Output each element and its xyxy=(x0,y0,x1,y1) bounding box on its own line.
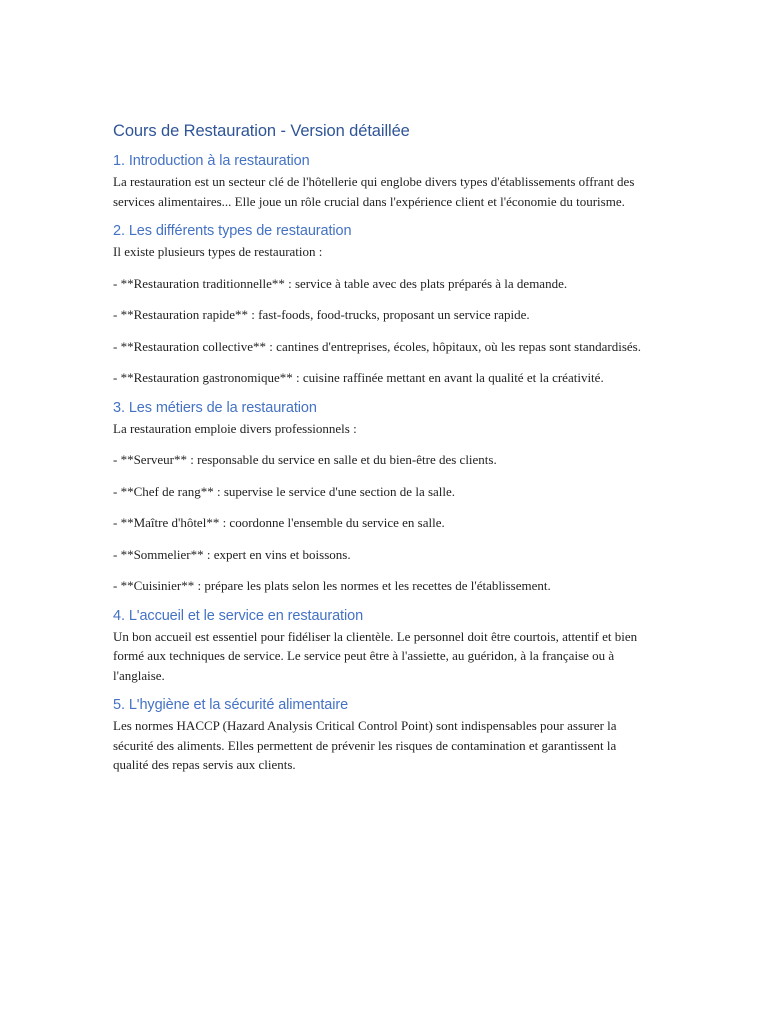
section-metiers xyxy=(113,400,653,596)
list-item: - **Restauration gastronomique** : cuisine raffinée mettant en avant la qualité et la créativité. xyxy=(113,370,604,385)
section-heading: 1. Introduction à la restauration xyxy=(113,153,310,169)
section-heading: 3. Les métiers de la restauration xyxy=(113,399,317,416)
list-item: - **Sommelier** : expert en vins et boissons. xyxy=(113,546,351,562)
section-accueil xyxy=(113,608,653,686)
section-introduction xyxy=(113,153,653,211)
paragraph: Les normes HACCP (Hazard Analysis Critical Control Point) sont indispensables pour assurer la sécurité des aliments. Elles permettent de prévenir les risques de contamination et garantissent la qualité des repas servis aux clients. xyxy=(113,718,617,772)
list-item: - **Maître d'hôtel** : coordonne l'ensemble du service en salle. xyxy=(113,515,445,530)
list-item: - **Serveur** : responsable du service en salle et du bien-être des clients. xyxy=(113,452,497,467)
list-item: - **Restauration traditionnelle** : service à table avec des plats préparés à la demande. xyxy=(113,275,568,291)
document-page xyxy=(113,122,653,787)
paragraph: La restauration est un secteur clé de l'hôtellerie qui englobe divers types d'établissements offrant des services alimentaires... Elle joue un rôle crucial dans l'expérience client et l'économie du tourisme. xyxy=(113,174,635,209)
section-heading: 2. Les différents types de restauration xyxy=(113,223,352,239)
list-item: - **Restauration rapide** : fast-foods, food-trucks, proposant un service rapide. xyxy=(113,307,530,322)
paragraph: Il existe plusieurs types de restauration : xyxy=(113,244,323,259)
list-item: - **Cuisinier** : prépare les plats selon les normes et les recettes de l'établissement. xyxy=(113,578,551,593)
list-item: - **Chef de rang** : supervise le service d'une section de la salle. xyxy=(113,483,456,499)
section-types xyxy=(113,223,653,388)
section-heading: 4. L'accueil et le service en restauration xyxy=(113,607,364,624)
paragraph: La restauration emploie divers professionnels : xyxy=(113,420,357,436)
paragraph: Un bon accueil est essentiel pour fidéliser la clientèle. Le personnel doit être courtois, attentif et bien formé aux techniques de service. Le service peut être à l'assiette, au guéridon, à la française ou à l'anglaise. xyxy=(113,628,638,683)
list-item: - **Restauration collective** : cantines d'entreprises, écoles, hôpitaux, où les repas sont standardisés. xyxy=(113,338,641,354)
document-title: Cours de Restauration - Version détaillée xyxy=(113,122,410,140)
section-hygiene xyxy=(113,697,653,775)
section-heading: 5. L'hygiène et la sécurité alimentaire xyxy=(113,697,349,713)
